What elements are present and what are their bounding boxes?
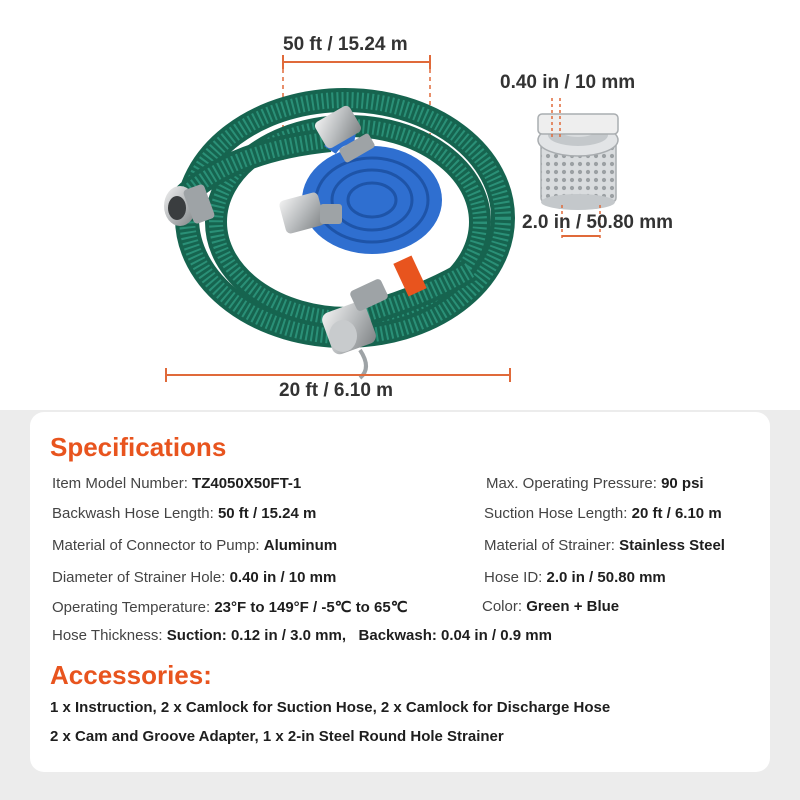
spec-suction-length: Suction Hose Length: 20 ft / 6.10 m (484, 505, 722, 522)
spec-backwash-length: Backwash Hose Length: 50 ft / 15.24 m (52, 505, 317, 522)
spec-item-model: Item Model Number: TZ4050X50FT-1 (52, 475, 302, 492)
backwash-hose (302, 138, 442, 255)
spec-operating-temperature: Operating Temperature: 23°F to 149°F / -5℃ to 65℃ (52, 599, 408, 616)
strainer-diameter-label: 2.0 in / 50.80 mm (522, 212, 674, 233)
spec-connector-material: Material of Connector to Pump: Aluminum (52, 537, 338, 554)
accessories-title: Accessories: (50, 660, 212, 690)
spec-color: Color: Green + Blue (482, 598, 620, 615)
strainer (538, 114, 618, 210)
spec-strainer-material: Material of Strainer: Stainless Steel (484, 537, 725, 554)
accessories-line-1: 1 x Instruction, 2 x Camlock for Suction Hose, 2 x Camlock for Discharge Hose (50, 699, 611, 716)
backwash-length-label: 50 ft / 15.24 m (283, 34, 408, 55)
spec-hose-thickness: Hose Thickness: Suction: 0.12 in / 3.0 mm, Backwash: 0.04 in / 0.9 mm (52, 627, 552, 644)
specifications-title: Specifications (50, 432, 227, 462)
spec-strainer-hole: Diameter of Strainer Hole: 0.40 in / 10 mm (52, 569, 337, 586)
strainer-hole-label: 0.40 in / 10 mm (500, 72, 636, 93)
accessories-line-2: 2 x Cam and Groove Adapter, 1 x 2-in Steel Round Hole Strainer (50, 728, 504, 745)
spec-hose-id: Hose ID: 2.0 in / 50.80 mm (484, 569, 666, 586)
specifications-card (30, 412, 770, 772)
hose-label (393, 255, 426, 296)
suction-length-label: 20 ft / 6.10 m (279, 380, 394, 401)
spec-max-pressure: Max. Operating Pressure: 90 psi (486, 475, 704, 492)
